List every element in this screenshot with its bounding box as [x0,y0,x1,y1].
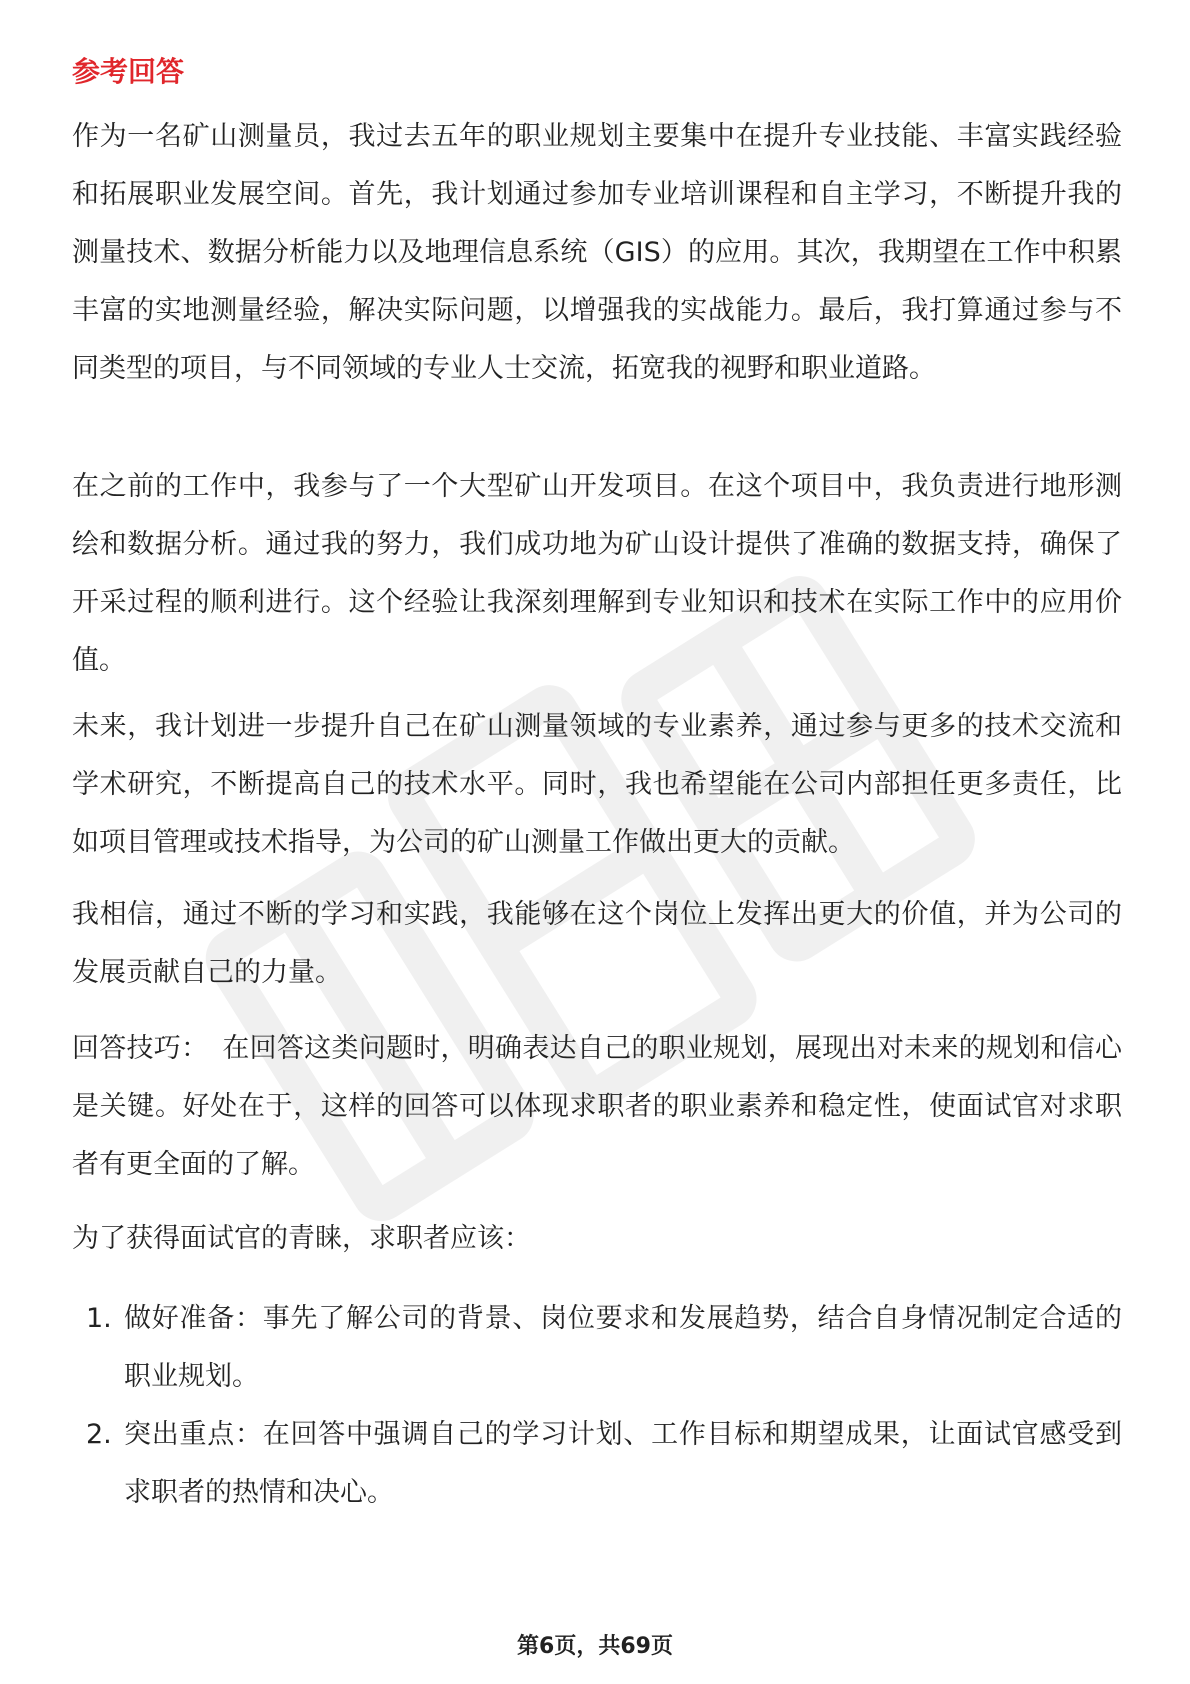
advice-list [72,1290,1122,1522]
list-item-number: 2. [86,1419,112,1450]
list-item [72,1290,1122,1406]
list-item-text: 做好准备：事先了解公司的背景、岗位要求和发展趋势，结合自身情况制定合适的职业规划。 [124,1303,1122,1392]
tips-paragraph [72,1020,1122,1194]
answer-paragraph-2: 在之前的工作中，我参与了一个大型矿山开发项目。在这个项目中，我负责进行地形测绘和数据分析。通过我的努力，我们成功地为矿山设计提供了准确的数据支持，确保了开采过程的顺利进行。这个经验让我深刻理解到专业知识和技术在实际工作中的应用价值。 [72,471,1122,676]
list-item-text: 突出重点：在回答中强调自己的学习计划、工作目标和期望成果，让面试官感受到求职者的热情和决心。 [124,1419,1122,1508]
answer-paragraph-1: 作为一名矿山测量员，我过去五年的职业规划主要集中在提升专业技能、丰富实践经验和拓展职业发展空间。首先，我计划通过参加专业培训课程和自主学习，不断提升我的测量技术、数据分析能力以及地理信息系统（GIS）的应用。其次，我期望在工作中积累丰富的实地测量经验，解决实际问题，以增强我的实战能力。最后，我打算通过参与不同类型的项目，与不同领域的专业人士交流，拓宽我的视野和职业道路。 [72,121,1122,384]
tips-label: 回答技巧： [72,1033,209,1064]
answer-paragraph-4: 我相信，通过不断的学习和实践，我能够在这个岗位上发挥出更大的价值，并为公司的发展贡献自己的力量。 [72,899,1122,988]
answer-paragraph-3: 未来，我计划进一步提升自己在矿山测量领域的专业素养，通过参与更多的技术交流和学术研究，不断提高自己的技术水平。同时，我也希望能在公司内部担任更多责任，比如项目管理或技术指导，为公司的矿山测量工作做出更大的贡献。 [72,711,1122,858]
advice-intro: 为了获得面试官的青睐，求职者应该： [72,1223,531,1254]
section-title: 参考回答 [72,55,185,88]
tips-text: 在回答这类问题时，明确表达自己的职业规划，展现出对未来的规划和信心是关键。好处在于，这样的回答可以体现求职者的职业素养和稳定性，使面试官对求职者有更全面的了解。 [72,1033,1123,1180]
list-item-number: 1. [86,1303,112,1334]
page-footer: 第6页，共69页 [517,1634,673,1659]
list-item [72,1406,1122,1522]
